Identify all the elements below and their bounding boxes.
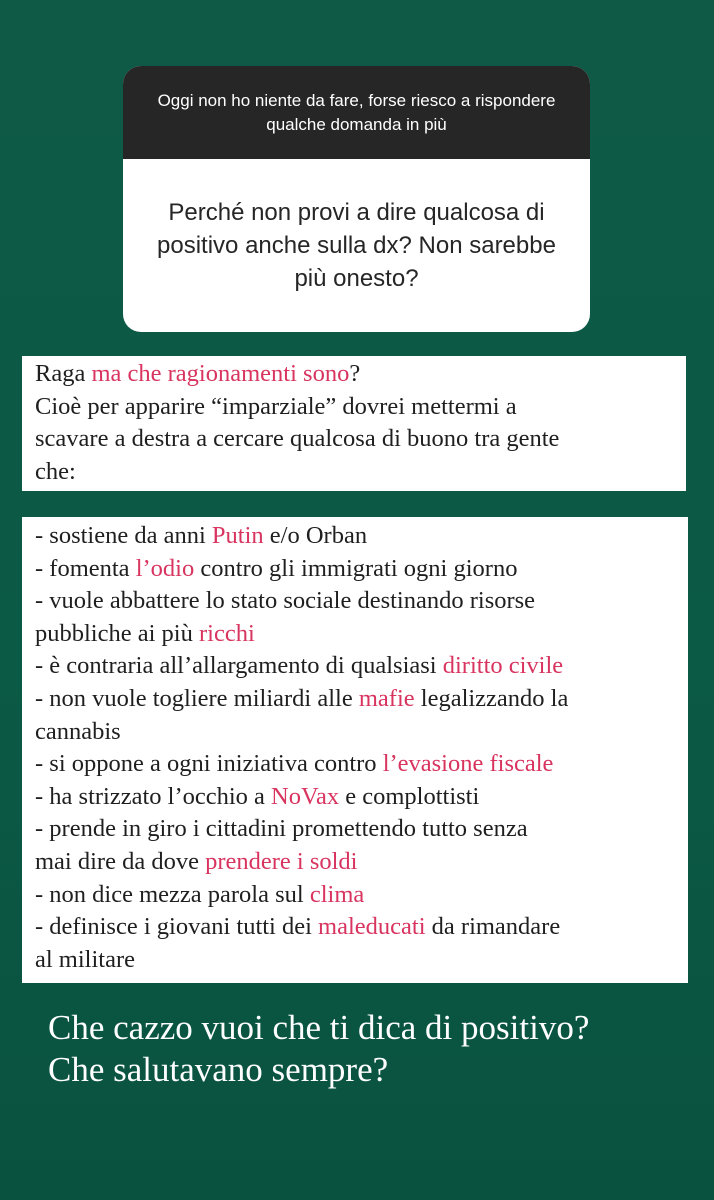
list-item-continuation: cannabis [35,717,121,745]
text: - ha strizzato l’occhio a [35,782,272,810]
closing-line: Che cazzo vuoi che ti dica di positivo? [48,1008,590,1047]
text: - è contraria all’allargamento di qualsiasi [35,652,443,680]
list-item [35,748,678,781]
list-item-continuation [35,846,678,879]
text: e complottisti [339,782,480,810]
text: ? [349,360,361,387]
list-item-continuation [35,618,678,651]
text: - si oppone a ogni iniziativa contro [35,750,383,778]
highlight-text: Putin [211,522,264,549]
highlight-text: ma che ragionamenti sono [91,360,350,387]
text: legalizzando la [414,684,569,712]
text: - fomenta [35,554,136,582]
question-sticker-question: Perché non provi a dire qualcosa di positivo anche sulla dx? Non sarebbe più onesto? [157,199,556,292]
intro-line: scavare a destra a cercare qualcosa di buono tra gente [35,425,560,453]
list-item [35,683,678,716]
text: - sostiene da anni [35,522,212,549]
text: - definisce i giovani tutti dei [35,913,319,941]
list-item: - prende in giro i cittadini promettendo tutto senza [35,815,528,843]
text: Raga [35,360,92,387]
highlight-text: l’odio [135,554,195,582]
intro-line [35,358,676,391]
text: pubbliche ai più [35,619,199,647]
highlight-text: prendere i soldi [205,847,358,875]
text: da rimandare [425,913,561,941]
highlight-text: clima [309,880,365,908]
highlight-text: ricchi [198,619,255,647]
text: mai dire da dove [35,847,206,875]
list-item [35,911,678,944]
text: - non vuole togliere miliardi alle [35,684,359,712]
list-item: - vuole abbattere lo stato sociale destinando risorse [35,587,536,615]
list-item [35,781,678,814]
question-sticker [123,66,590,332]
highlight-text: l’evasione fiscale [382,750,554,778]
grievance-list-box [22,517,688,983]
list-item [35,879,678,912]
intro-line: Cioè per apparire “imparziale” dovrei mettermi a [35,392,517,420]
question-sticker-prompt: Oggi non ho niente da fare, forse riesco a rispondere qualche domanda in più [123,66,590,159]
list-item [35,650,678,683]
highlight-text: NoVax [271,782,340,810]
text: - non dice mezza parola sul [35,880,310,908]
closing-line: Che salutavano sempre? [48,1050,389,1089]
highlight-text: diritto civile [442,652,564,680]
intro-line: che: [35,457,76,485]
intro-text-box [22,356,686,491]
highlight-text: maleducati [318,913,426,941]
list-item [35,520,678,553]
highlight-text: mafie [358,684,415,712]
text: e/o Orban [263,522,368,549]
closing-text [48,1007,688,1091]
list-item-continuation: al militare [35,945,135,973]
text: contro gli immigrati ogni giorno [194,554,518,582]
list-item [35,553,678,586]
